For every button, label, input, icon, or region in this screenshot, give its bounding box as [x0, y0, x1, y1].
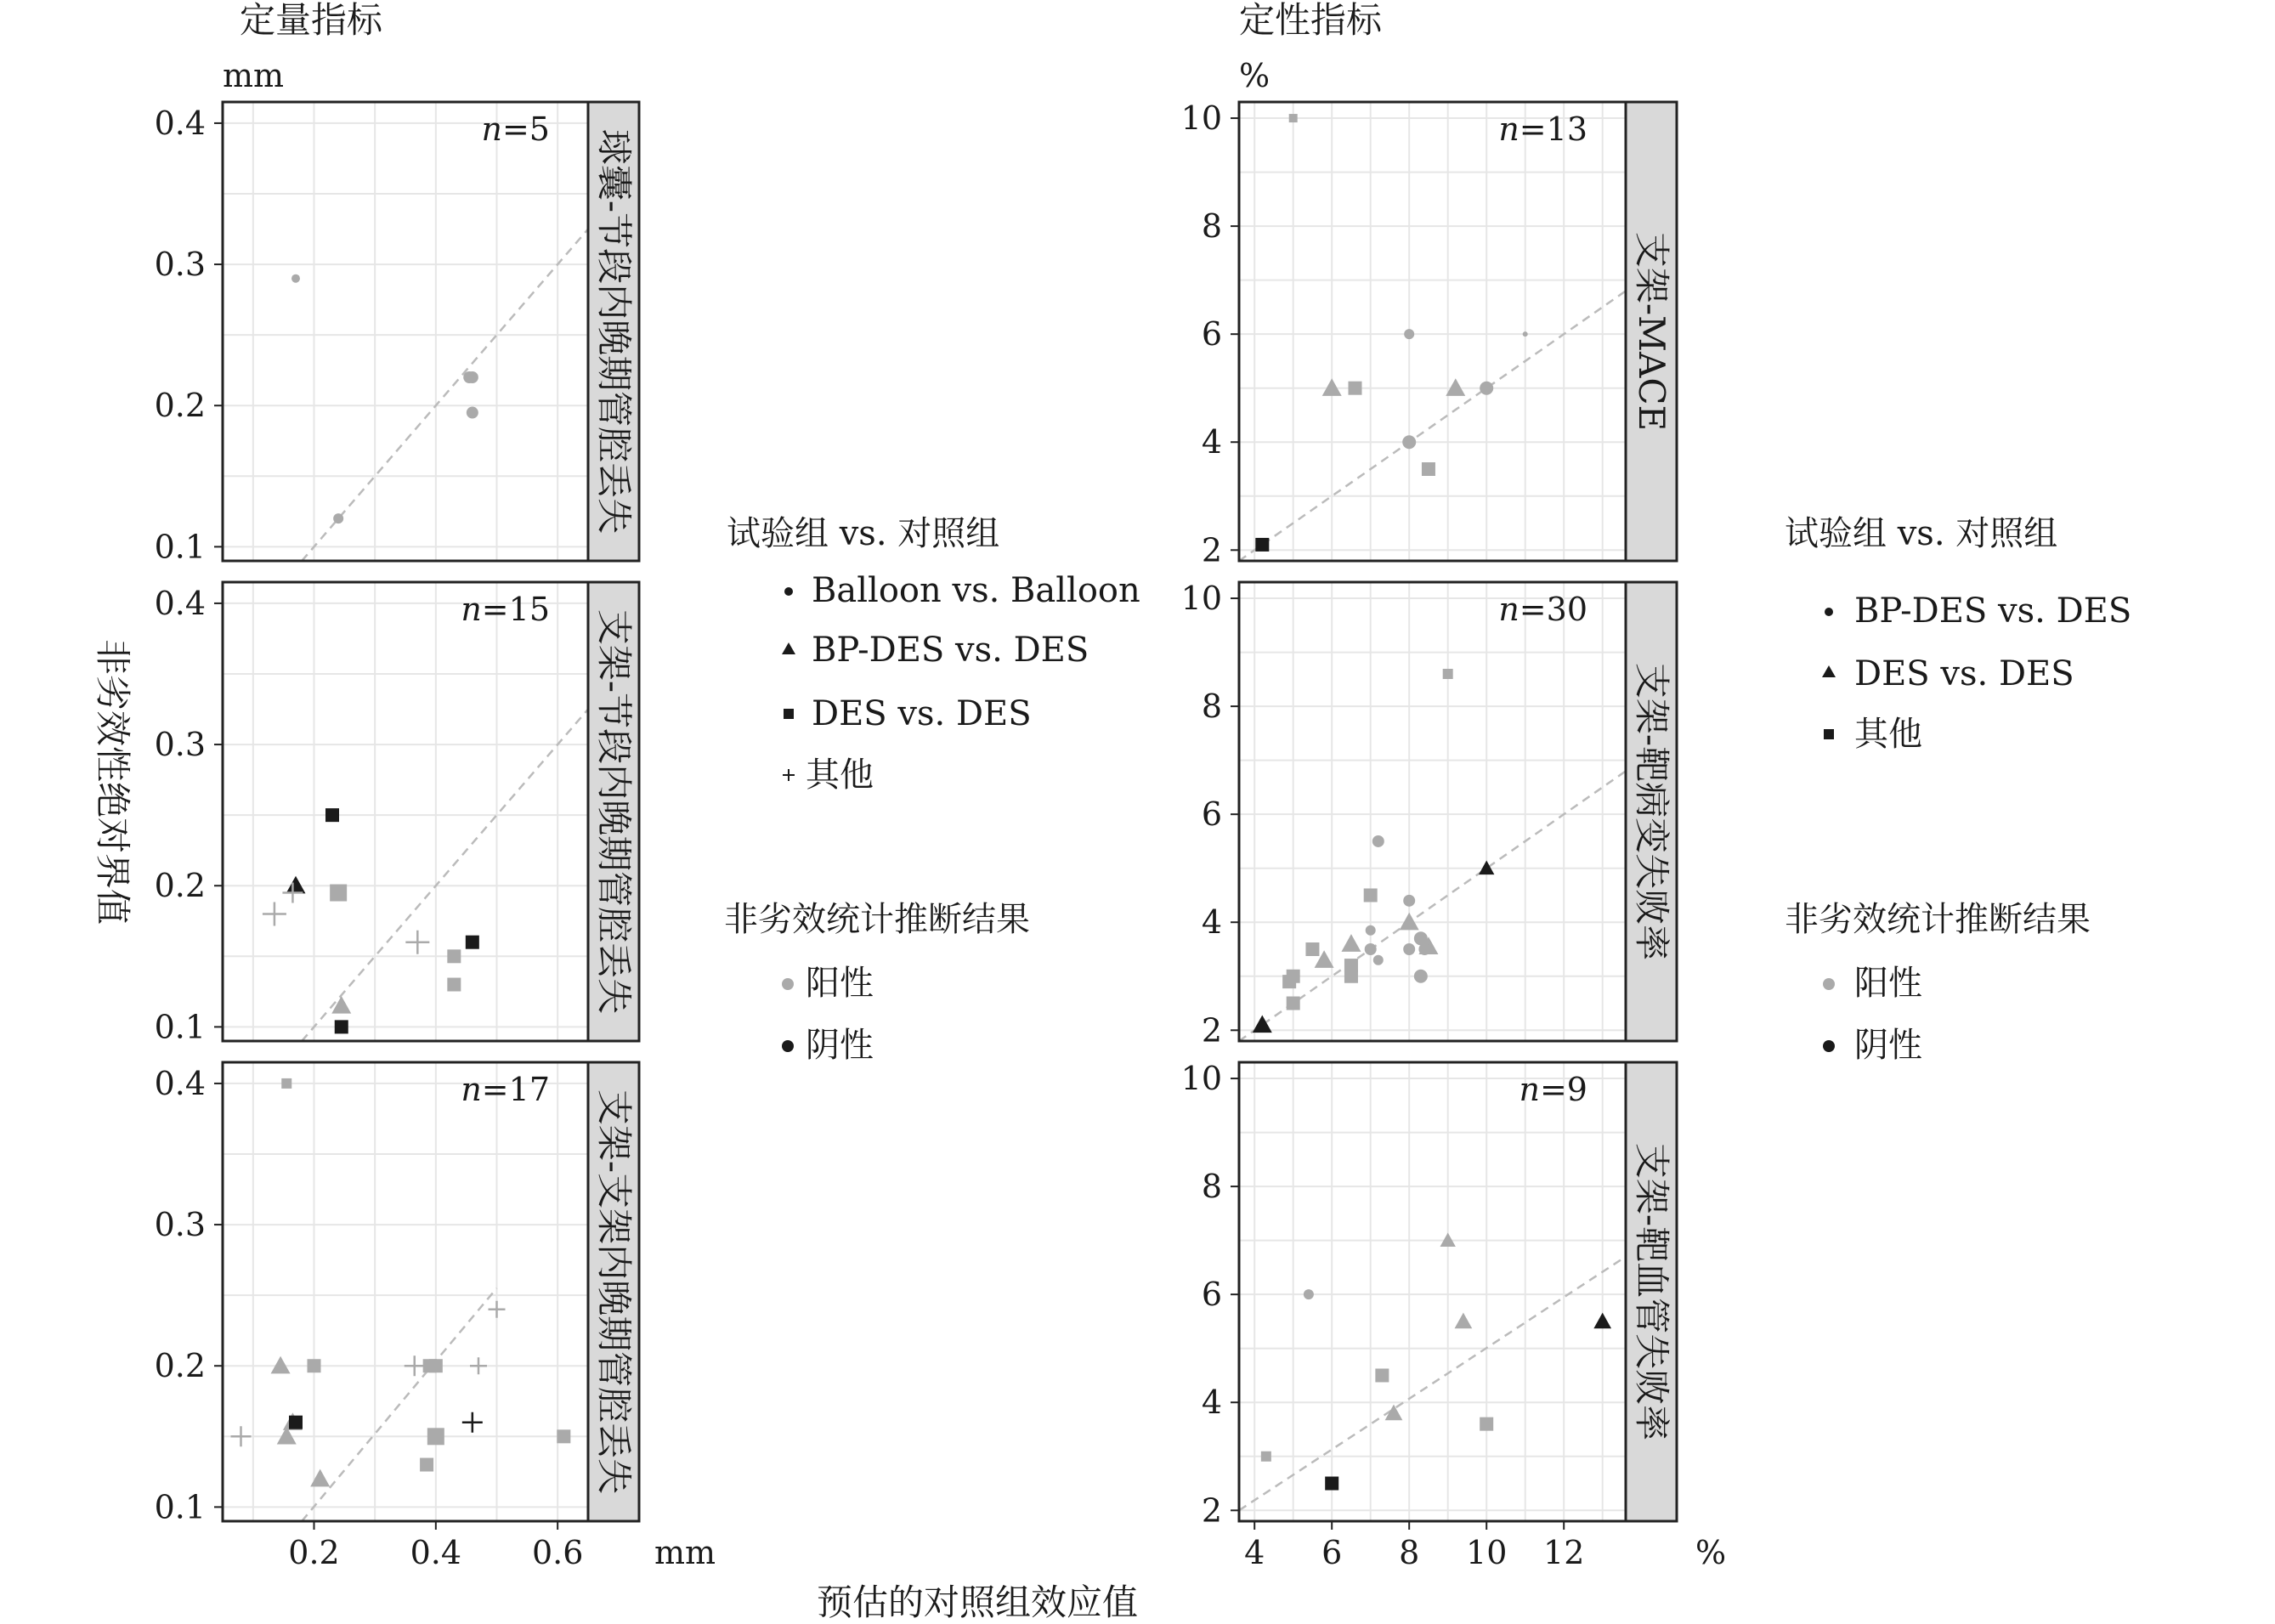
y-tick-label: 0.3 — [154, 1206, 206, 1244]
legend-right-bpdes-label: BP-DES vs. DES — [1854, 591, 2132, 631]
data-point-circle — [1414, 970, 1428, 983]
reference-line — [302, 229, 588, 561]
y-tick-label: 2 — [1201, 1491, 1222, 1530]
facet-strip-label: 支架-靶病变失败率 — [1631, 662, 1672, 961]
data-point-circle — [1403, 943, 1415, 955]
y-axis-title: 非劣效性绝对界值 — [92, 638, 133, 925]
data-points — [1253, 669, 1495, 1033]
y-tick-label: 0.4 — [154, 584, 206, 622]
legend-left-other-label: 其他 — [806, 755, 874, 795]
data-point-triangle — [271, 1356, 291, 1374]
data-point-square — [429, 1359, 443, 1372]
data-point-plus — [470, 1357, 487, 1374]
unit-left-y: mm — [223, 57, 285, 94]
y-tick-label: 4 — [1201, 903, 1222, 942]
reference-line — [302, 710, 588, 1041]
x-tick-label: 6 — [1321, 1534, 1343, 1571]
sample-size-label — [481, 110, 550, 148]
y-tick-label: 0.2 — [154, 867, 206, 905]
data-point-circle — [467, 371, 478, 383]
legend-right-group-title: 试验组 vs. 对照组 — [1785, 514, 2058, 553]
n-italic: n — [461, 591, 482, 628]
legend-right-positive-label: 阳性 — [1854, 964, 1922, 1003]
data-point-plus — [263, 902, 286, 925]
y-tick-label: 0.4 — [154, 104, 206, 142]
facet-strip-label: 支架-靶血管失败率 — [1631, 1142, 1672, 1441]
data-point-square — [427, 1428, 444, 1445]
legend-right-other-marker — [1824, 729, 1834, 739]
data-point-plus — [405, 1355, 425, 1376]
data-points — [1261, 1232, 1611, 1490]
sample-size-label — [1498, 110, 1587, 148]
data-point-circle — [1403, 895, 1415, 907]
y-tick-label: 0.3 — [154, 246, 206, 284]
y-tick-label: 8 — [1201, 688, 1222, 726]
data-point-circle — [1404, 329, 1414, 339]
data-point-circle — [1523, 331, 1528, 337]
data-point-square — [1325, 1477, 1338, 1491]
data-point-plus — [462, 1412, 483, 1433]
legend-left-result-title: 非劣效统计推断结果 — [724, 900, 1030, 939]
legend-left-bpdes-marker — [782, 642, 795, 654]
data-point-triangle — [1446, 378, 1465, 396]
header-right: 定性指标 — [1239, 0, 1383, 41]
legend-left-balloon-label: Balloon vs. Balloon — [812, 571, 1140, 610]
data-point-plus — [489, 1301, 506, 1318]
n-italic: n — [1498, 110, 1519, 148]
data-point-square — [1255, 538, 1269, 552]
data-point-square — [1443, 669, 1453, 679]
panels — [71, 0, 1680, 1624]
data-point-square — [447, 978, 461, 992]
n-value: =15 — [481, 591, 550, 628]
panel-4 — [1100, 10, 1680, 658]
panel-border — [223, 582, 639, 1041]
y-tick-label: 0.1 — [154, 528, 206, 566]
n-value: =17 — [481, 1071, 550, 1108]
y-tick-label: 10 — [1180, 1060, 1222, 1098]
x-tick-label: 10 — [1466, 1534, 1508, 1571]
panel-border — [1239, 582, 1677, 1041]
data-point-circle — [337, 888, 347, 898]
legend-left-group-title: 试验组 vs. 对照组 — [727, 514, 1000, 553]
header-left: 定量指标 — [240, 0, 383, 41]
legend-right-positive-marker — [1823, 978, 1835, 990]
data-point-square — [466, 936, 479, 949]
data-point-circle — [1480, 382, 1493, 395]
data-point-triangle — [1593, 1313, 1611, 1329]
data-point-triangle — [1322, 378, 1342, 396]
data-point-circle — [1373, 955, 1384, 965]
panel-border — [1239, 102, 1677, 561]
y-tick-label: 0.4 — [154, 1064, 206, 1102]
legend-right — [1785, 514, 2131, 1065]
data-point-triangle — [1341, 934, 1361, 952]
panel-border — [223, 102, 639, 561]
n-italic: n — [481, 110, 502, 148]
data-point-square — [1349, 382, 1362, 395]
data-point-square — [1305, 942, 1319, 956]
data-point-plus — [405, 931, 429, 954]
data-point-square — [308, 1359, 321, 1372]
n-value: =30 — [1519, 591, 1587, 628]
legend-left-negative-label: 阴性 — [806, 1026, 874, 1065]
data-point-square — [1364, 888, 1378, 902]
legend-left-bpdes-label: BP-DES vs. DES — [812, 631, 1089, 670]
data-point-circle — [1366, 925, 1376, 936]
y-tick-label: 0.2 — [154, 1347, 206, 1385]
data-point-square — [1375, 1368, 1389, 1382]
data-point-triangle — [286, 876, 306, 894]
facet-strip — [588, 1062, 639, 1521]
data-point-square — [1289, 114, 1298, 122]
data-point-square — [447, 949, 461, 963]
n-value: =5 — [501, 110, 550, 148]
x-tick-label: 0.6 — [531, 1534, 584, 1571]
y-tick-label: 0.3 — [154, 726, 206, 764]
sample-size-label — [461, 1071, 550, 1108]
n-italic: n — [1519, 1071, 1540, 1108]
data-point-circle — [333, 513, 343, 523]
facet-strip-label: 支架-节段内晚期管腔丢失 — [593, 608, 635, 1015]
data-point-circle — [1418, 943, 1430, 955]
legend-left-positive-marker — [782, 978, 794, 990]
n-italic: n — [461, 1071, 482, 1108]
facet-strip-label: 支架-支架内晚期管腔丢失 — [593, 1089, 635, 1495]
legend-right-bpdes-marker — [1825, 608, 1833, 616]
data-point-circle — [1365, 943, 1377, 955]
y-tick-label: 4 — [1201, 1384, 1222, 1422]
y-tick-label: 0.1 — [154, 1488, 206, 1526]
data-point-square — [1287, 997, 1300, 1010]
data-point-plus — [231, 1426, 252, 1446]
x-tick-label: 12 — [1543, 1534, 1585, 1571]
data-point-square — [557, 1429, 570, 1443]
legend-right-negative-label: 阴性 — [1854, 1026, 1922, 1065]
legend-left-des-label: DES vs. DES — [812, 694, 1032, 733]
sample-size-label — [461, 591, 550, 628]
x-tick-label: 0.4 — [410, 1534, 462, 1571]
panel-6 — [1100, 970, 1680, 1618]
x-axis-title: 预估的对照组效应值 — [816, 1582, 1139, 1623]
facet-strip-label: 支架-MACE — [1631, 231, 1672, 432]
panel-5 — [1100, 490, 1680, 1138]
legend-left-other-marker — [783, 769, 795, 781]
legend-right-negative-marker — [1823, 1040, 1835, 1052]
y-tick-label: 6 — [1201, 1276, 1222, 1314]
data-point-triangle — [331, 996, 351, 1014]
y-tick-label: 10 — [1180, 99, 1222, 138]
facet-strip-label: 球囊-节段内晚期管腔丢失 — [593, 128, 635, 535]
legend-right-des-label: DES vs. DES — [1854, 654, 2074, 693]
data-point-square — [1261, 1451, 1271, 1462]
y-tick-label: 0.2 — [154, 387, 206, 425]
legend-left-des-marker — [784, 709, 794, 719]
y-tick-label: 8 — [1201, 207, 1222, 246]
y-tick-label: 6 — [1201, 795, 1222, 834]
data-point-circle — [467, 407, 478, 419]
unit-left-x: mm — [654, 1534, 716, 1571]
data-point-triangle — [1253, 1015, 1272, 1033]
facet-strip — [1626, 582, 1677, 1041]
data-point-square — [335, 1020, 348, 1033]
x-tick-label: 0.2 — [288, 1534, 340, 1571]
n-value: =13 — [1519, 110, 1587, 148]
legend-left-negative-marker — [782, 1040, 794, 1052]
data-point-circle — [1372, 835, 1384, 847]
facet-strip — [588, 102, 639, 561]
n-value: =9 — [1539, 1071, 1587, 1108]
data-point-square — [1422, 462, 1435, 476]
y-tick-label: 6 — [1201, 315, 1222, 354]
data-point-square — [420, 1458, 433, 1472]
y-tick-label: 2 — [1201, 1011, 1222, 1050]
sample-size-label — [1519, 1071, 1587, 1108]
reference-line — [302, 1288, 496, 1521]
data-point-square — [1287, 970, 1300, 983]
sample-size-label — [1498, 591, 1587, 628]
y-tick-label: 4 — [1201, 423, 1222, 461]
facet-strip — [1626, 102, 1677, 561]
y-tick-label: 10 — [1180, 580, 1222, 618]
legend-right-des-marker — [1822, 665, 1836, 677]
n-italic: n — [1498, 591, 1519, 628]
data-point-circle — [291, 274, 300, 283]
data-points — [263, 808, 479, 1033]
data-point-square — [1344, 970, 1358, 983]
unit-right-x: % — [1695, 1534, 1727, 1571]
data-point-square — [281, 1078, 291, 1089]
data-point-triangle — [1455, 1313, 1473, 1329]
y-tick-label: 0.1 — [154, 1008, 206, 1046]
data-points — [231, 1078, 571, 1486]
x-tick-label: 8 — [1399, 1534, 1420, 1571]
reference-line — [1239, 291, 1626, 561]
facet-strip — [1626, 1062, 1677, 1521]
data-point-square — [289, 1416, 303, 1429]
data-point-circle — [1304, 1289, 1314, 1299]
legend-right-other-label: 其他 — [1854, 715, 1922, 754]
legend-left — [724, 514, 1140, 1065]
panel-border — [223, 1062, 639, 1521]
legend-left-positive-label: 阳性 — [806, 964, 874, 1003]
data-point-circle — [1402, 435, 1416, 449]
data-point-square — [1480, 1417, 1493, 1431]
legend-right-result-title: 非劣效统计推断结果 — [1785, 900, 2091, 939]
y-tick-label: 8 — [1201, 1168, 1222, 1206]
unit-right-y: % — [1239, 57, 1270, 94]
data-point-square — [325, 808, 339, 822]
data-point-triangle — [1400, 913, 1419, 931]
legend-left-balloon-marker — [784, 587, 793, 596]
data-points — [291, 274, 478, 523]
x-tick-label: 4 — [1244, 1534, 1265, 1571]
y-tick-label: 2 — [1201, 531, 1222, 569]
facet-strip — [588, 582, 639, 1041]
